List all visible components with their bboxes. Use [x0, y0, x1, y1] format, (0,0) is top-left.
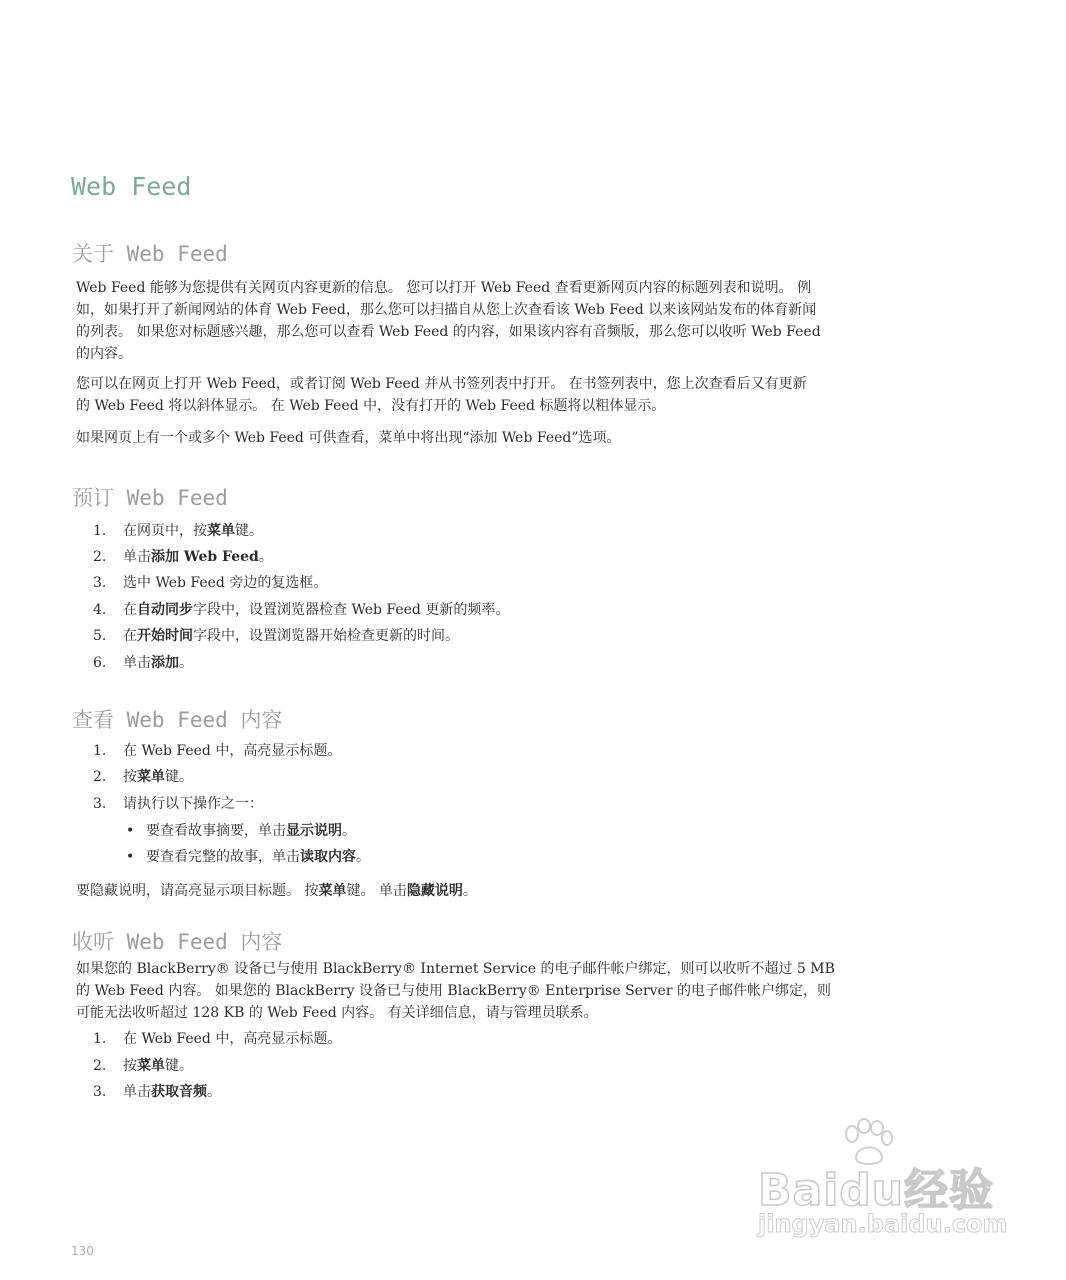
bullet-item: • 要查看故事摘要，单击显示说明。 [126, 823, 356, 839]
watermark-logo: Baidu经验 [758, 1165, 995, 1216]
list-item: 1. 在网页中，按菜单键。 [93, 523, 263, 539]
list-item: 3. 单击获取音频。 [93, 1084, 221, 1100]
text-line: 您可以在网页上打开 Web Feed，或者订阅 Web Feed 并从书签列表中打开。 在书签列表中，您上次查看后又有更新 [76, 376, 807, 392]
text-line: 如果网页上有一个或多个 Web Feed 可供查看，菜单中将出现“添加 Web Feed”选项。 [76, 430, 621, 446]
text-line: 如，如果打开了新闻网站的体育 Web Feed，那么您可以扫描自从您上次查看该 Web Feed 以来该网站发布的体育新闻 [76, 302, 817, 318]
text-line: 的列表。 如果您对标题感兴趣，那么您可以查看 Web Feed 的内容，如果该内容有音频版，那么您可以收听 Web Feed [76, 324, 821, 340]
page-title: Web Feed [71, 172, 192, 201]
about-paragraph-1 [76, 277, 1000, 365]
text-line: 的 Web Feed 内容。 如果您的 BlackBerry 设备已与使用 BlackBerry® Enterprise Server 的电子邮件帐户绑定，则 [76, 983, 831, 999]
text-line: 的内容。 [76, 346, 132, 362]
baidu-watermark [752, 1118, 1008, 1248]
text-line: 可能无法收听超过 128 KB 的 Web Feed 内容。 有关详细信息，请与管理员联系。 [76, 1005, 598, 1021]
text-line: 如果您的 BlackBerry® 设备已与使用 BlackBerry® Internet Service 的电子邮件帐户绑定，则可以收听不超过 5 MB [76, 961, 835, 977]
list-item: 5. 在开始时间字段中，设置浏览器开始检查更新的时间。 [93, 628, 459, 644]
list-item: 4. 在自动同步字段中，设置浏览器检查 Web Feed 更新的频率。 [93, 602, 510, 618]
list-item: 2. 按菜单键。 [93, 1058, 193, 1074]
list-item: 1. 在 Web Feed 中，高亮显示标题。 [93, 1031, 342, 1047]
list-item: 2. 单击添加 Web Feed。 [93, 549, 273, 565]
list-item: 2. 按菜单键。 [93, 769, 193, 785]
list-item: 3. 选中 Web Feed 旁边的复选框。 [93, 575, 328, 591]
bullet-item: • 要查看完整的故事，单击读取内容。 [126, 849, 370, 865]
list-item: 1. 在 Web Feed 中，高亮显示标题。 [93, 743, 342, 759]
list-item: 6. 单击添加。 [93, 655, 193, 671]
text-line: Web Feed 能够为您提供有关网页内容更新的信息。 您可以打开 Web Feed 查看更新网页内容的标题列表和说明。 例 [76, 280, 812, 296]
text-line: 的 Web Feed 将以斜体显示。 在 Web Feed 中，没有打开的 Web Feed 标题将以粗体显示。 [76, 398, 666, 414]
section-heading-subscribe: 预订 Web Feed [72, 486, 228, 510]
about-paragraph-2 [76, 373, 1000, 417]
section-heading-view: 查看 Web Feed 内容 [72, 708, 283, 732]
about-paragraph-3 [76, 427, 1000, 449]
section-heading-about: 关于 Web Feed [72, 242, 228, 266]
watermark-url: jingyan.baidu.com [758, 1210, 1008, 1238]
list-item: 3. 请执行以下操作之一： [93, 796, 263, 812]
hide-description-note: 要隐藏说明，请高亮显示项目标题。 按菜单键。 单击隐藏说明。 [76, 883, 477, 899]
page-number: 130 [71, 1244, 94, 1258]
listen-paragraph [76, 958, 1000, 1024]
section-heading-listen: 收听 Web Feed 内容 [72, 930, 283, 954]
